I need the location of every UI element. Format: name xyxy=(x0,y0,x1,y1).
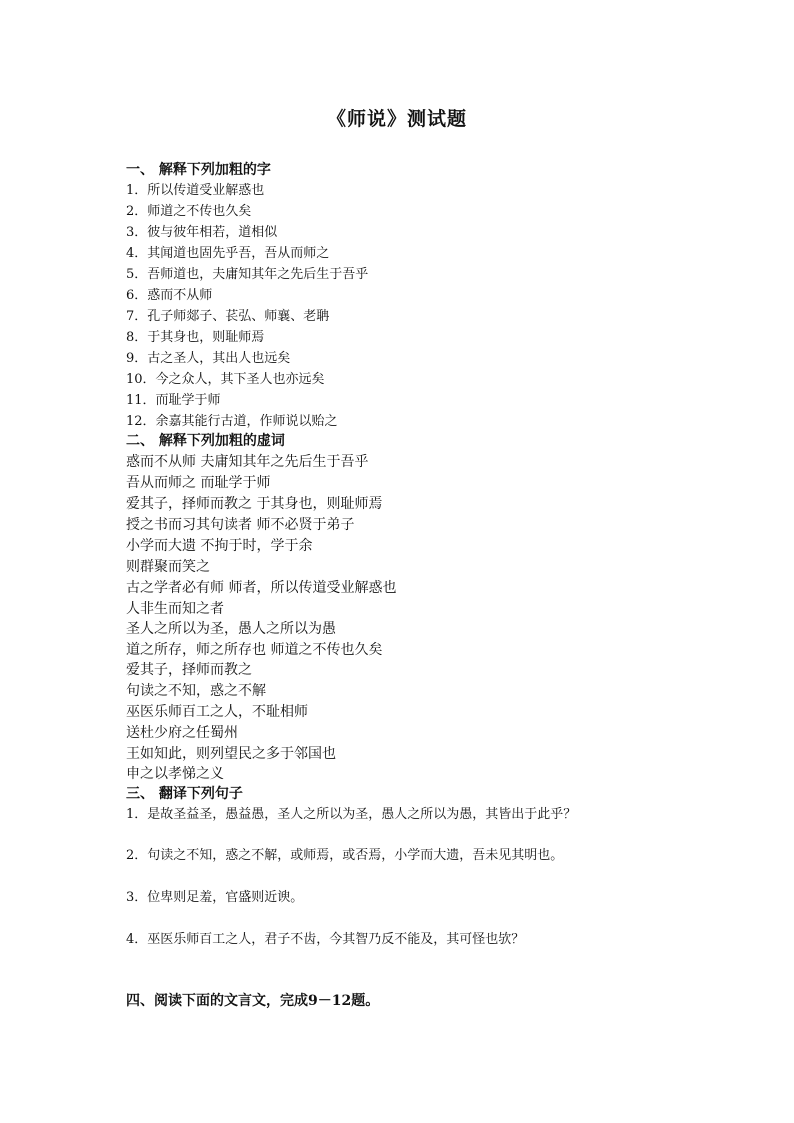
s1-item-2: 2．师道之不传也久矣 xyxy=(126,204,252,219)
s1-item-12: 12．余嘉其能行古道，作师说以贻之 xyxy=(126,414,338,429)
s2-item-8: 人非生而知之者 xyxy=(126,601,224,617)
s2-item-9: 圣人之所以为圣，愚人之所以为愚 xyxy=(126,621,336,637)
s2-item-15: 王如知此，则列望民之多于邻国也 xyxy=(126,746,336,762)
s2-item-3: 爱其子，择师而教之 于其身也，则耻师焉 xyxy=(126,496,383,512)
section-2-heading: 二、 解释下列加粗的虚词 xyxy=(126,433,285,449)
s1-item-10: 10．今之众人，其下圣人也亦远矣 xyxy=(126,372,325,387)
section-3-heading: 三、 翻译下列句子 xyxy=(126,786,243,802)
s2-item-1: 惑而不从师 夫庸知其年之先后生于吾乎 xyxy=(126,454,369,470)
s2-item-16: 申之以孝悌之义 xyxy=(126,766,224,782)
s2-item-2: 吾从而师之 而耻学于师 xyxy=(126,475,271,491)
s2-item-12: 句读之不知，惑之不解 xyxy=(126,683,266,699)
page-title: 《师说》测试题 xyxy=(326,108,467,130)
s2-item-5: 小学而大遗 不拘于时，学于余 xyxy=(126,538,313,554)
section-1-heading: 一、 解释下列加粗的字 xyxy=(126,162,271,178)
s1-item-4: 4．其闻道也固先乎吾，吾从而师之 xyxy=(126,246,330,261)
s1-item-9: 9．古之圣人，其出人也远矣 xyxy=(126,351,291,366)
s1-item-3: 3．彼与彼年相若，道相似 xyxy=(126,225,278,240)
s2-item-14: 送杜少府之任蜀州 xyxy=(126,725,238,741)
s1-item-8: 8．于其身也，则耻师焉 xyxy=(126,330,265,345)
s3-item-2: 2．句读之不知，惑之不解，或师焉，或否焉，小学而大遗，吾未见其明也。 xyxy=(126,848,564,863)
s3-item-3: 3．位卑则足羞，官盛则近谀。 xyxy=(126,890,304,905)
s2-item-7: 古之学者必有师 师者，所以传道受业解惑也 xyxy=(126,580,397,596)
s2-item-6: 则群聚而笑之 xyxy=(126,559,210,575)
s3-item-1: 1．是故圣益圣，愚益愚，圣人之所以为圣，愚人之所以为愚，其皆出于此乎？ xyxy=(126,807,577,822)
s1-item-6: 6．惑而不从师 xyxy=(126,288,213,303)
s1-item-5: 5．吾师道也，夫庸知其年之先后生于吾乎 xyxy=(126,267,369,282)
s2-item-10: 道之所存，师之所存也 师道之不传也久矣 xyxy=(126,642,383,658)
s2-item-13: 巫医乐师百工之人，不耻相师 xyxy=(126,704,308,720)
s1-item-11: 11．而耻学于师 xyxy=(126,393,221,408)
s1-item-7: 7．孔子师郯子、苌弘、师襄、老聃 xyxy=(126,309,330,324)
s1-item-1: 1．所以传道受业解惑也 xyxy=(126,183,265,198)
s3-item-4: 4．巫医乐师百工之人，君子不齿，今其智乃反不能及，其可怪也欤？ xyxy=(126,932,525,947)
section-4-heading: 四、阅读下面的文言文，完成9－12题。 xyxy=(126,993,380,1009)
s2-item-4: 授之书而习其句读者 师不必贤于弟子 xyxy=(126,517,355,533)
s2-item-11: 爱其子，择师而教之 xyxy=(126,662,252,678)
